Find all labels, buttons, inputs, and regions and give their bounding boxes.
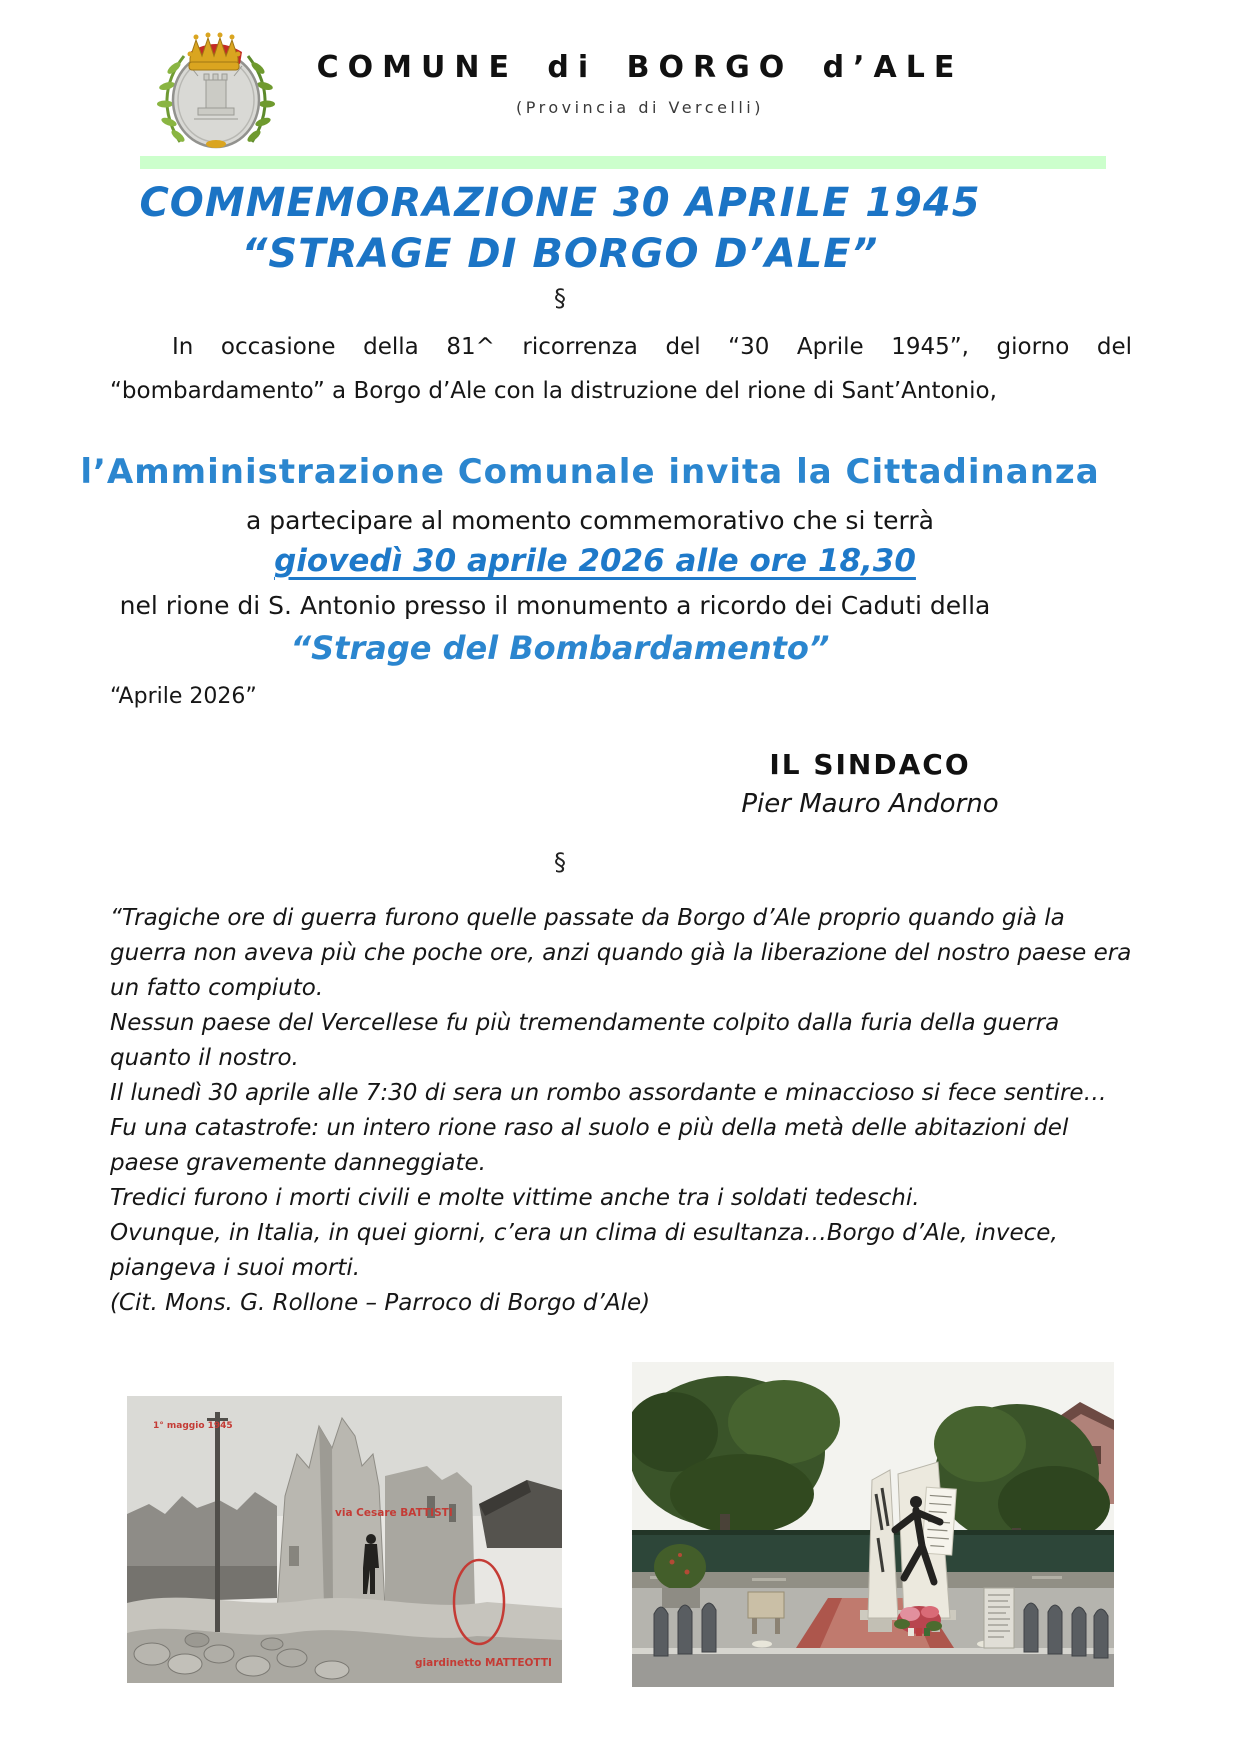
intro-paragraph-line2: “bombardamento” a Borgo d’Ale con la distruzione del rione di Sant’Antonio, — [110, 378, 997, 404]
section-mark-middle: § — [554, 848, 566, 876]
commemoration-title-line2: “STRAGE DI BORGO D’ALE” — [241, 231, 879, 277]
monument-photo — [632, 1362, 1114, 1687]
municipality-title: COMUNE di BORGO d’ALE — [316, 50, 964, 85]
quote-line: quanto il nostro. — [110, 1045, 299, 1071]
quote-line: Nessun paese del Vercellese fu più tremendamente colpito dalla furia della guerra — [110, 1010, 1060, 1036]
event-name: “Strage del Bombardamento” — [290, 629, 830, 667]
gold-ornament — [206, 140, 226, 148]
commemoration-title-line1: COMMEMORAZIONE 30 APRILE 1945 — [139, 180, 981, 226]
quote-line: Il lunedì 30 aprile alle 7:30 di sera un rombo assordante e minaccioso si fece sentire… — [110, 1080, 1107, 1106]
section-mark-top: § — [554, 284, 566, 312]
photo-date-label: 1° maggio 1945 — [153, 1421, 233, 1431]
ruins-photo — [127, 1396, 562, 1683]
quote-line: un fatto compiuto. — [110, 975, 324, 1001]
names-plaque — [984, 1588, 1014, 1648]
quote-line: (Cit. Mons. G. Rollone – Parroco di Borgo d’Ale) — [110, 1290, 651, 1316]
quote-line: Tredici furono i morti civili e molte vittime anche tra i soldati tedeschi. — [110, 1185, 920, 1211]
event-datetime — [35, 543, 1155, 579]
invitation-subline: a partecipare al momento commemorativo che si terrà — [246, 506, 934, 535]
signature-name: Pier Mauro Andorno — [741, 789, 999, 819]
quote-line: guerra non aveva più che poche ore, anzi quando già la liberazione del nostro paese era — [110, 940, 1132, 966]
background-ruins — [127, 1492, 277, 1603]
rubble-field — [127, 1598, 562, 1683]
signature-role: IL SINDACO — [769, 748, 971, 781]
quote-line: Fu una catastrofe: un intero rione raso al suolo e più della metà delle abitazioni del — [110, 1115, 1069, 1141]
historical-quote — [110, 901, 1150, 1321]
quote-line: “Tragiche ore di guerra furono quelle passate da Borgo d’Ale proprio quando già la — [110, 905, 1065, 931]
street-label: via Cesare BATTISTI — [335, 1507, 453, 1519]
place-label: giardinetto MATTEOTTI — [415, 1657, 552, 1669]
quote-line: Ovunque, in Italia, in quei giorni, c’era un clima di esultanza…Borgo d’Ale, invece, — [110, 1220, 1058, 1246]
memorial-monument — [860, 1462, 956, 1636]
event-datetime-text: giovedì 30 aprile 2026 alle ore 18,30 — [274, 543, 916, 579]
crown — [188, 33, 243, 71]
quote-line: paese gravemente danneggiate. — [110, 1150, 486, 1176]
event-location: nel rione di S. Antonio presso il monumento a ricordo dei Caduti della — [119, 591, 991, 620]
intro-paragraph-line1: In occasione della 81^ ricorrenza del “30 Aprile 1945”, giorno del — [172, 334, 1132, 360]
green-divider-bar — [140, 156, 1106, 169]
province-subtitle: (Provincia di Vercelli) — [516, 98, 764, 117]
quote-line: piangeva i suoi morti. — [110, 1255, 361, 1281]
date-note: “Aprile 2026” — [110, 684, 257, 709]
invitation-headline: l’Amministrazione Comunale invita la Cittadinanza — [80, 452, 1100, 492]
